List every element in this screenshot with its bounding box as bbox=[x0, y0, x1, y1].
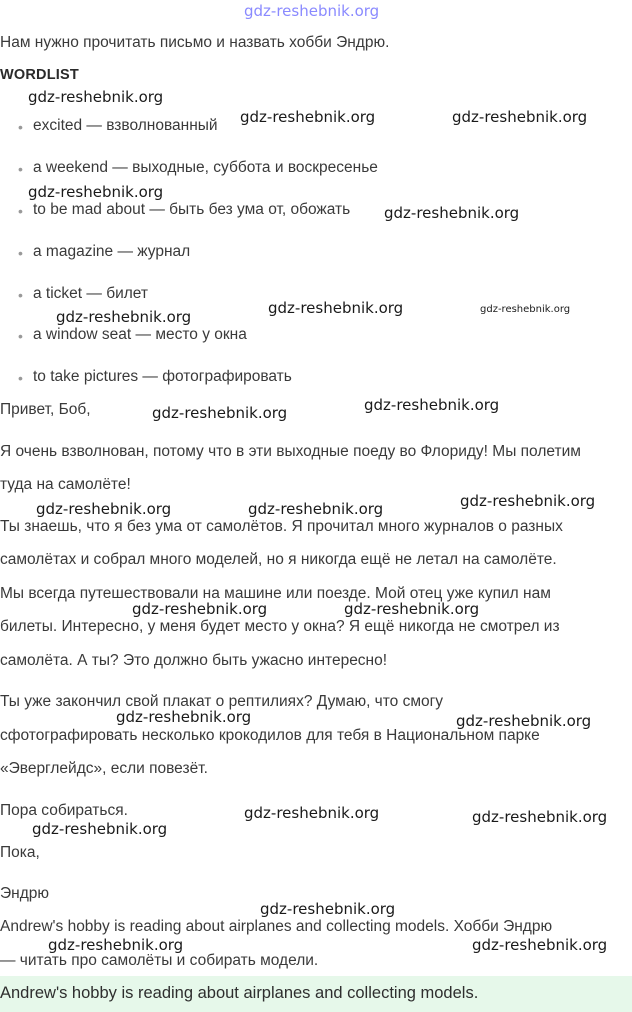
watermark: gdz-reshebnik.org bbox=[32, 820, 168, 838]
bullet-icon: • bbox=[18, 119, 23, 135]
watermark: gdz-reshebnik.org bbox=[248, 500, 384, 518]
watermark: gdz-reshebnik.org bbox=[28, 88, 164, 106]
watermark: gdz-reshebnik.org bbox=[456, 712, 592, 730]
watermark: gdz-reshebnik.org bbox=[472, 808, 608, 826]
letter-line: туда на самолёте! bbox=[0, 476, 131, 493]
watermark: gdz-reshebnik.org bbox=[344, 600, 480, 618]
watermark: gdz-reshebnik.org bbox=[240, 108, 376, 126]
watermark: gdz-reshebnik.org bbox=[28, 183, 164, 201]
watermark: gdz-reshebnik.org bbox=[244, 804, 380, 822]
letter-line: сфотографировать несколько крокодилов для тебя в Национальном парке bbox=[0, 727, 540, 744]
watermark: gdz-reshebnik.org bbox=[116, 708, 252, 726]
bullet-icon: • bbox=[18, 203, 23, 219]
letter-line: Мы всегда путешествовали на машине или поезде. Мой отец уже купил нам bbox=[0, 585, 551, 602]
watermark: gdz-reshebnik.org bbox=[260, 900, 396, 918]
explanation-line: — читать про самолёты и собирать модели. bbox=[0, 952, 319, 969]
wordlist-item: to be mad about — быть без ума от, обожать bbox=[33, 201, 351, 218]
wordlist-item: a window seat — место у окна bbox=[33, 326, 247, 343]
letter-line: билеты. Интересно, у меня будет место у окна? Я ещё никогда не смотрел из bbox=[0, 618, 560, 635]
watermark: gdz-reshebnik.org bbox=[48, 936, 184, 954]
intro-text: Нам нужно прочитать письмо и назвать хобби Эндрю. bbox=[0, 34, 390, 51]
wordlist-item: excited — взволнованный bbox=[33, 117, 218, 134]
watermark-top: gdz-reshebnik.org bbox=[244, 2, 380, 20]
bullet-icon: • bbox=[18, 370, 23, 386]
watermark: gdz-reshebnik.org bbox=[480, 304, 571, 315]
letter-line: самолётах и собрал много моделей, но я никогда ещё не летал на самолёте. bbox=[0, 551, 557, 568]
wordlist-heading: WORDLIST bbox=[0, 67, 79, 83]
watermark: gdz-reshebnik.org bbox=[152, 404, 288, 422]
wordlist-item: a ticket — билет bbox=[33, 285, 149, 302]
watermark: gdz-reshebnik.org bbox=[36, 500, 172, 518]
watermark: gdz-reshebnik.org bbox=[364, 396, 500, 414]
letter-line: Ты знаешь, что я без ума от самолётов. Я прочитал много журналов о разных bbox=[0, 518, 563, 535]
wordlist-item: to take pictures — фотографировать bbox=[33, 368, 292, 385]
letter-signature: Эндрю bbox=[0, 885, 49, 902]
bullet-icon: • bbox=[18, 161, 23, 177]
letter-line: Я очень взволнован, потому что в эти выходные поеду во Флориду! Мы полетим bbox=[0, 443, 581, 460]
watermark: gdz-reshebnik.org bbox=[384, 204, 520, 222]
watermark: gdz-reshebnik.org bbox=[452, 108, 588, 126]
letter-line: Пора собираться. bbox=[0, 802, 128, 819]
letter-greeting: Привет, Боб, bbox=[0, 401, 91, 418]
watermark: gdz-reshebnik.org bbox=[460, 492, 596, 510]
bullet-icon: • bbox=[18, 287, 23, 303]
letter-line: самолёта. А ты? Это должно быть ужасно интересно! bbox=[0, 652, 388, 669]
bullet-icon: • bbox=[18, 328, 23, 344]
bullet-icon: • bbox=[18, 245, 23, 261]
wordlist-item: a magazine — журнал bbox=[33, 243, 191, 260]
wordlist-item: a weekend — выходные, суббота и воскресенье bbox=[33, 159, 378, 176]
letter-line: Пока, bbox=[0, 844, 40, 861]
watermark: gdz-reshebnik.org bbox=[268, 299, 404, 317]
letter-line: «Эверглейдс», если повезёт. bbox=[0, 760, 208, 777]
watermark: gdz-reshebnik.org bbox=[56, 308, 192, 326]
watermark: gdz-reshebnik.org bbox=[132, 600, 268, 618]
watermark: gdz-reshebnik.org bbox=[472, 936, 608, 954]
answer-box: Andrew's hobby is reading about airplanes and collecting models. bbox=[0, 976, 632, 1012]
letter-line: Ты уже закончил свой плакат о рептилиях? Думаю, что смогу bbox=[0, 693, 444, 710]
explanation-line: Andrew's hobby is reading about airplanes and collecting models. Хобби Эндрю bbox=[0, 918, 553, 935]
